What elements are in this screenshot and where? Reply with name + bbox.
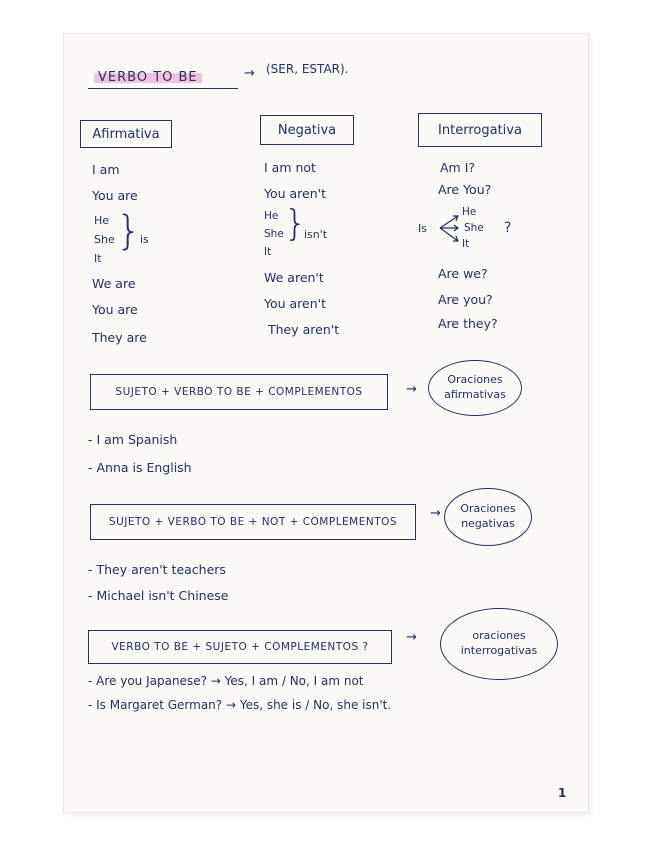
branch-arrows xyxy=(438,208,464,248)
example-1-2: - Anna is English xyxy=(88,460,192,475)
conj-neg-5: It xyxy=(264,246,272,258)
conj-int-1: Am I? xyxy=(440,160,476,175)
example-1-1: - I am Spanish xyxy=(88,432,178,447)
conj-aff-3: He xyxy=(94,214,110,227)
conj-aff-4: She xyxy=(94,233,115,246)
title-arrow: → xyxy=(244,66,255,81)
formula-box-interrogativa: VERBO TO BE + SUJETO + COMPLEMENTOS ? xyxy=(88,630,392,664)
header-interrogativa: Interrogativa xyxy=(418,113,542,147)
conj-int-he: He xyxy=(462,206,477,218)
conj-neg-2: You aren't xyxy=(264,186,326,201)
example-2-2: - Michael isn't Chinese xyxy=(88,588,229,603)
formula-arrow-3: → xyxy=(406,630,417,645)
bubble-afirmativas: Oraciones afirmativas xyxy=(428,360,522,416)
brace-aff: } xyxy=(116,208,142,254)
conj-aff-7: You are xyxy=(92,302,138,317)
example-3-1: - Are you Japanese? → Yes, I am / No, I am not xyxy=(88,674,364,688)
conj-aff-5: It xyxy=(94,252,102,265)
page-title xyxy=(94,66,202,85)
formula-arrow-2: → xyxy=(430,506,441,521)
title-translation: (SER, ESTAR). xyxy=(266,62,349,76)
brace-neg: } xyxy=(284,203,307,244)
conj-aff-6: We are xyxy=(92,276,136,291)
conj-aff-2: You are xyxy=(92,188,138,203)
conj-neg-7: You aren't xyxy=(264,296,326,311)
conj-int-q: ? xyxy=(504,220,512,236)
conj-int-2: Are You? xyxy=(438,182,492,197)
bubble-interrogativas: oraciones interrogativas xyxy=(440,608,558,680)
formula-box-negativa: SUJETO + VERBO TO BE + NOT + COMPLEMENTOS xyxy=(90,504,416,540)
conj-int-6: Are we? xyxy=(438,266,488,281)
example-2-1: - They aren't teachers xyxy=(88,562,226,577)
conj-int-it: It xyxy=(462,238,470,250)
conj-neg-1: I am not xyxy=(264,160,316,175)
title-underline xyxy=(88,88,238,89)
conj-int-8: Are they? xyxy=(438,316,498,331)
title-text: VERBO TO BE xyxy=(94,70,202,85)
notebook-page xyxy=(64,34,588,812)
header-afirmativa: Afirmativa xyxy=(80,120,172,148)
conj-int-is: Is xyxy=(418,222,427,235)
formula-arrow-1: → xyxy=(406,382,417,397)
conj-aff-is: is xyxy=(140,233,149,246)
conj-neg-3: He xyxy=(264,210,279,222)
formula-box-afirmativa: SUJETO + VERBO TO BE + COMPLEMENTOS xyxy=(90,374,388,410)
bubble-negativas: Oraciones negativas xyxy=(444,488,532,546)
header-negativa: Negativa xyxy=(260,115,354,145)
conj-int-she: She xyxy=(464,222,484,234)
conj-neg-8: They aren't xyxy=(268,322,340,337)
conj-neg-isnt: isn't xyxy=(304,228,328,241)
conj-aff-8: They are xyxy=(92,330,147,345)
conj-aff-1: I am xyxy=(92,162,120,177)
conj-neg-4: She xyxy=(264,228,284,240)
example-3-2: - Is Margaret German? → Yes, she is / No, she isn't. xyxy=(88,698,392,712)
conj-neg-6: We aren't xyxy=(264,270,324,285)
conj-int-7: Are you? xyxy=(438,292,493,307)
page-number: 1 xyxy=(558,786,567,800)
